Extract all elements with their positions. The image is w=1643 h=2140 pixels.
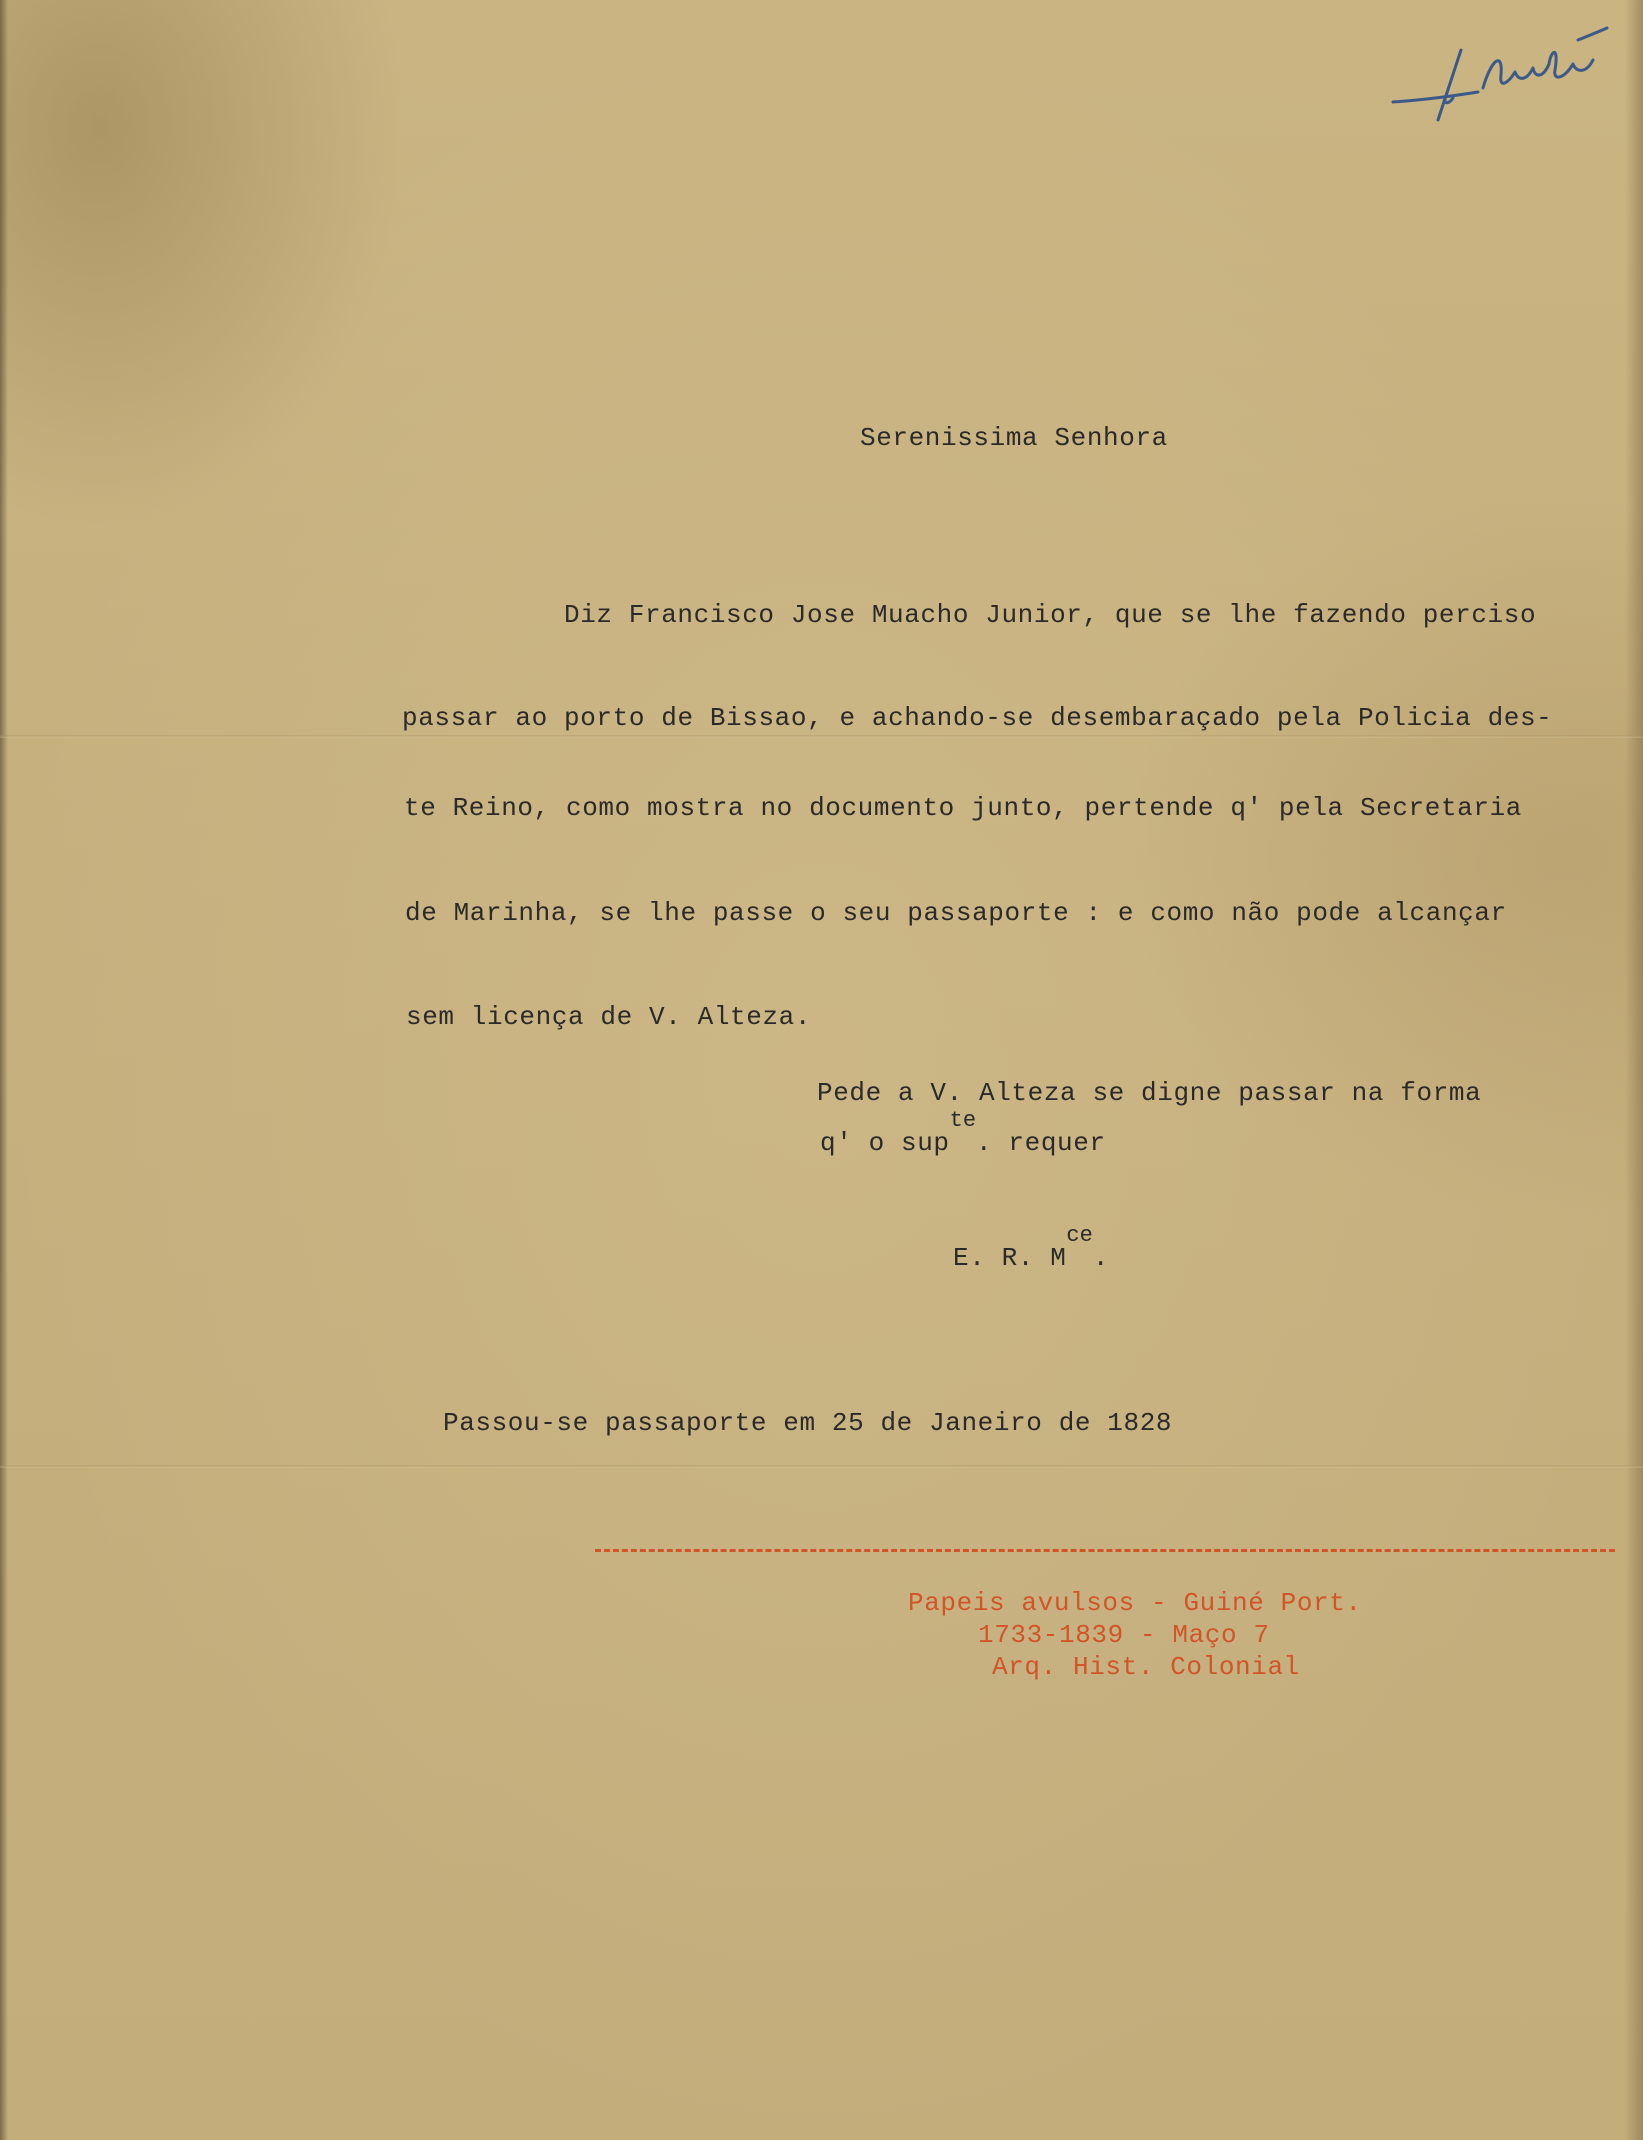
body-line-2: passar ao porto de Bissao, e achando-se desembaraçado pela Policia des- (402, 703, 1553, 733)
body-line-4: de Marinha, se lhe passe o seu passaporte : e como não pode alcançar (405, 898, 1507, 928)
handwritten-signature (1383, 20, 1613, 130)
salutation: Serenissima Senhora (860, 423, 1168, 453)
archive-stamp-line-1: Papeis avulsos - Guiné Port. (908, 1588, 1362, 1618)
closing-formula (953, 1223, 1110, 1273)
passport-note: Passou-se passaporte em 25 de Janeiro de 1828 (443, 1408, 1173, 1438)
closing-end: . (1092, 1243, 1110, 1273)
closing-main: E. R. M (953, 1243, 1067, 1273)
paper-edge-right (1625, 0, 1643, 2140)
superscript-te: te (949, 1108, 977, 1133)
paper-fold-line (0, 1465, 1643, 1468)
body-line-5: sem licença de V. Alteza. (406, 1002, 812, 1032)
body-line-3: te Reino, como mostra no documento junto, pertende q' pela Secretaria (404, 793, 1522, 823)
superscript-ce: ce (1066, 1223, 1093, 1248)
archive-stamp-line-3: Arq. Hist. Colonial (992, 1652, 1300, 1682)
stamp-dashed-rule (595, 1549, 1615, 1552)
paper-fold-line (0, 735, 1643, 738)
petition-line-1: Pede a V. Alteza se digne passar na forma (817, 1078, 1482, 1108)
paper-edge-left (0, 0, 8, 2140)
body-line-1: Diz Francisco Jose Muacho Junior, que se lhe fazendo perciso (564, 600, 1537, 630)
petition-line-2 (820, 1108, 1106, 1158)
archive-stamp-line-2: 1733-1839 - Maço 7 (978, 1620, 1270, 1650)
petition-line-2-start: q' o sup (820, 1128, 950, 1158)
petition-line-2-end: . requer (976, 1128, 1106, 1158)
